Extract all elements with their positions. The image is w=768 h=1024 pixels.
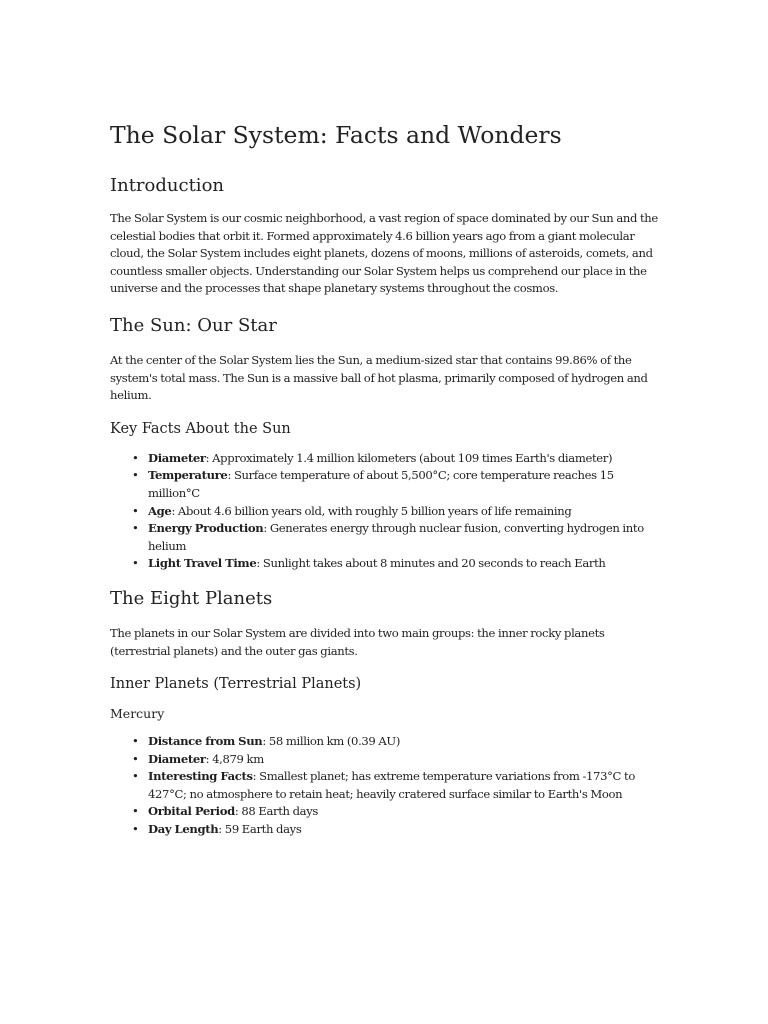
fact-label: Distance from Sun	[148, 734, 263, 749]
list-item	[148, 555, 658, 573]
fact-value: : 58 million km (0.39 AU)	[262, 734, 401, 749]
list-item	[148, 450, 658, 468]
fact-value: : 59 Earth days	[218, 822, 302, 837]
list-item	[148, 768, 658, 803]
list-item	[148, 467, 658, 502]
fact-value: : Generates energy through nuclear fusion, converting hydrogen into helium	[148, 521, 644, 553]
fact-label: Light Travel Time	[148, 556, 257, 571]
fact-value: : 88 Earth days	[234, 804, 319, 819]
fact-label: Age	[148, 503, 172, 518]
fact-label: Interesting Facts	[148, 769, 253, 784]
fact-label: Diameter	[148, 450, 206, 465]
planets-paragraph: The planets in our Solar System are divided into two main groups: the inner rocky planets (terrestrial planets) and the outer gas giants.	[110, 625, 605, 658]
introduction-paragraph: The Solar System is our cosmic neighborhood, a vast region of space dominated by our Sun and the celestial bodies that orbit it. Formed approximately 4.6 billion years ago from a giant molecular cloud, the Solar System includes eight planets, dozens of moons, millions of asteroids, comets, and countless smaller objects. Understanding our Solar System helps us comprehend our place in the universe and the processes that shape planetary systems throughout the cosmos.	[110, 211, 658, 296]
fact-value: : 4,879 km	[205, 751, 264, 766]
subsection-heading-inner-planets: Inner Planets (Terrestrial Planets)	[110, 676, 362, 693]
list-item	[148, 520, 658, 555]
list-item	[148, 733, 658, 751]
sun-facts-list	[110, 450, 658, 573]
fact-value: : About 4.6 billion years old, with roughly 5 billion years of life remaining	[171, 503, 572, 518]
fact-label: Temperature	[148, 468, 228, 483]
fact-label: Energy Production	[148, 521, 264, 536]
fact-value: : Sunlight takes about 8 minutes and 20 seconds to reach Earth	[256, 556, 606, 571]
section-heading-introduction: Introduction	[110, 175, 224, 196]
sun-paragraph: At the center of the Solar System lies the Sun, a medium-sized star that contains 99.86% of the system's total mass. The Sun is a massive ball of hot plasma, primarily composed of hydrogen and helium.	[110, 352, 648, 403]
fact-value: : Surface temperature of about 5,500°C; core temperature reaches 15 million°C	[148, 468, 614, 500]
mercury-facts-list	[110, 733, 658, 839]
list-item	[148, 503, 658, 521]
fact-value: : Smallest planet; has extreme temperature variations from -173°C to 427°C; no atmosphere to retain heat; heavily cratered surface similar to Earth's Moon	[148, 769, 635, 801]
fact-value: : Approximately 1.4 million kilometers (about 109 times Earth's diameter)	[205, 450, 613, 465]
section-heading-sun: The Sun: Our Star	[110, 314, 277, 336]
fact-label: Orbital Period	[148, 804, 235, 819]
list-item	[148, 803, 658, 821]
subsection-heading-sun-facts: Key Facts About the Sun	[110, 420, 291, 437]
list-item	[148, 751, 658, 769]
fact-label: Diameter	[148, 751, 206, 766]
section-heading-planets: The Eight Planets	[110, 587, 273, 609]
fact-label: Day Length	[148, 822, 219, 837]
list-item	[148, 821, 658, 839]
page-title: The Solar System: Facts and Wonders	[110, 121, 562, 149]
subsection-heading-mercury: Mercury	[110, 706, 165, 722]
